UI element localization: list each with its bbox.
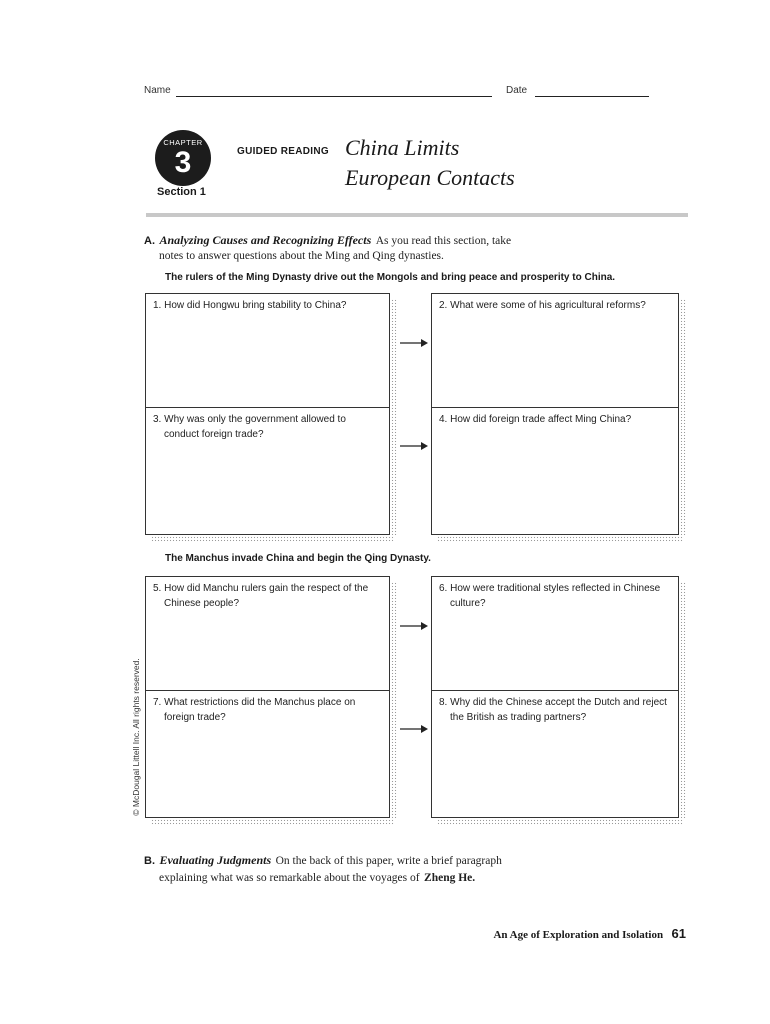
guided-reading-label: GUIDED READING bbox=[237, 146, 329, 157]
box-shadow bbox=[151, 536, 394, 542]
part-b-instructions bbox=[144, 852, 664, 886]
question-4[interactable]: 4. How did foreign trade affect Ming China? bbox=[432, 407, 678, 534]
box-shadow bbox=[680, 299, 686, 535]
question-6[interactable]: 6. How were traditional styles reflected in Chinese culture? bbox=[439, 583, 661, 609]
right-arrow-icon bbox=[400, 621, 428, 631]
part-a-letter: A. bbox=[144, 235, 155, 247]
right-arrow-icon bbox=[400, 724, 428, 734]
box-shadow bbox=[437, 536, 683, 542]
question-3[interactable]: 3. Why was only the government allowed to conduct foreign trade? bbox=[146, 407, 389, 534]
question-5[interactable]: 5. How did Manchu rulers gain the respect of the Chinese people? bbox=[153, 583, 369, 609]
right-arrow-icon bbox=[400, 441, 428, 451]
box-shadow bbox=[437, 819, 683, 825]
part-a-heading: Analyzing Causes and Recognizing Effects bbox=[159, 233, 372, 247]
question-box-right-1 bbox=[431, 293, 679, 535]
chapter-word: CHAPTER bbox=[163, 138, 203, 147]
box-shadow bbox=[151, 819, 394, 825]
section-label: Section 1 bbox=[157, 186, 206, 198]
title-line-1: China Limits bbox=[345, 135, 460, 160]
part-b-letter: B. bbox=[144, 855, 155, 867]
copyright-notice: © McDougal Littell Inc. All rights reserved. bbox=[131, 658, 141, 816]
question-8[interactable]: 8. Why did the Chinese accept the Dutch and reject the British as trading partners? bbox=[432, 690, 678, 817]
part-b-text-2: explaining what was so remarkable about the voyages of bbox=[159, 872, 420, 884]
question-1[interactable]: 1. How did Hongwu bring stability to China? bbox=[153, 300, 347, 311]
question-7[interactable]: 7. What restrictions did the Manchus place on foreign trade? bbox=[146, 690, 389, 817]
footer-title: An Age of Exploration and Isolation bbox=[493, 929, 664, 941]
question-box-left-2 bbox=[145, 576, 390, 818]
name-label: Name bbox=[144, 85, 171, 96]
header-divider bbox=[146, 213, 688, 217]
date-field[interactable] bbox=[535, 96, 649, 97]
right-arrow-icon bbox=[400, 338, 428, 348]
part-a-text-2: notes to answer questions about the Ming and Qing dynasties. bbox=[159, 250, 444, 262]
page-title bbox=[345, 133, 515, 193]
part-a-instructions bbox=[144, 232, 664, 264]
box-shadow bbox=[680, 582, 686, 818]
title-line-2: European Contacts bbox=[345, 165, 515, 190]
page-number: 61 bbox=[671, 926, 686, 941]
part-a-text-1: As you read this section, take bbox=[375, 235, 512, 247]
box-shadow bbox=[391, 299, 397, 535]
ming-banner: The rulers of the Ming Dynasty drive out the Mongols and bring peace and prosperity to China. bbox=[165, 272, 616, 283]
date-label: Date bbox=[506, 85, 528, 96]
question-box-left-1 bbox=[145, 293, 390, 535]
part-b-text-1: On the back of this paper, write a brief paragraph bbox=[275, 855, 502, 867]
chapter-badge bbox=[155, 130, 211, 186]
box-shadow bbox=[391, 582, 397, 818]
part-b-keyword: Zheng He. bbox=[424, 872, 476, 884]
part-b-heading: Evaluating Judgments bbox=[159, 853, 272, 867]
qing-banner: The Manchus invade China and begin the Qing Dynasty. bbox=[165, 553, 431, 564]
page-footer bbox=[493, 925, 686, 943]
name-field[interactable] bbox=[176, 96, 492, 97]
chapter-number: 3 bbox=[174, 146, 192, 179]
question-2[interactable]: 2. What were some of his agricultural reforms? bbox=[439, 300, 646, 311]
question-box-right-2 bbox=[431, 576, 679, 818]
